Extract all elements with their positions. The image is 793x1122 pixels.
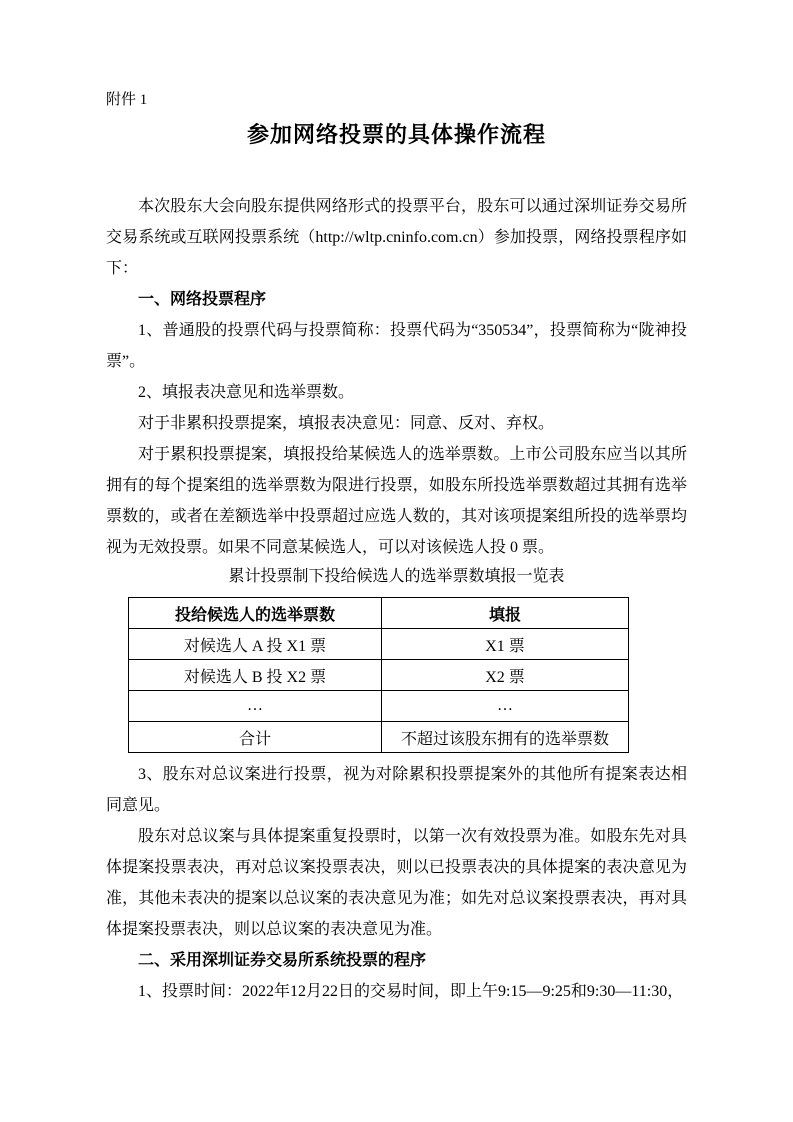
page-title: 参加网络投票的具体操作流程 bbox=[246, 122, 546, 147]
cumulative-vote-fill-table bbox=[128, 597, 629, 753]
table-row bbox=[129, 691, 629, 722]
table-header-fill: 填报 bbox=[382, 598, 629, 629]
section1-paragraph-1: 1、普通股的投票代码与投票简称：投票代码为“350534”，投票简称为“陇神投票”。 bbox=[106, 322, 687, 370]
table-cell: … bbox=[129, 691, 382, 722]
table-caption: 累计投票制下投给候选人的选举票数填报一览表 bbox=[228, 568, 565, 585]
attachment-label: 附件 1 bbox=[106, 92, 148, 108]
section1-heading: 一、网络投票程序 bbox=[138, 291, 267, 308]
table-cell: 不超过该股东拥有的选举票数 bbox=[382, 722, 629, 753]
section1-paragraph-2: 2、填报表决意见和选举票数。 bbox=[138, 384, 355, 401]
section2-heading: 二、采用深圳证券交易所系统投票的程序 bbox=[138, 952, 427, 969]
section1-paragraph-6: 股东对总议案与具体提案重复投票时，以第一次有效投票为准。如股东先对具体提案投票表决，再对总议案投票表决，则以已投票表决的具体提案的表决意见为准，其他未表决的提案以总议案的表决意见为准；如先对总议案投票表决，再对具体提案投票表决，则以总议案的表决意见为准。 bbox=[106, 828, 687, 938]
section1-paragraph-4: 对于累积投票提案，填报投给某候选人的选举票数。上市公司股东应当以其所拥有的每个提案组的选举票数为限进行投票，如股东所投选举票数超过其拥有选举票数的，或者在差额选举中投票超过应选人数的，其对该项提案组所投的选举票均视为无效投票。如果不同意某候选人，可以对该候选人投 0 票。 bbox=[106, 446, 687, 556]
table-header-votes: 投给候选人的选举票数 bbox=[129, 598, 382, 629]
table-cell: 对候选人 A 投 X1 票 bbox=[129, 629, 382, 660]
table-cell: X2 票 bbox=[382, 660, 629, 691]
table-row bbox=[129, 660, 629, 691]
table-cell: 合计 bbox=[129, 722, 382, 753]
section2-paragraph-1: 1、投票时间：2022年12月22日的交易时间，即上午9:15—9:25和9:30—11:30， bbox=[138, 983, 684, 1000]
intro-paragraph: 本次股东大会向股东提供网络形式的投票平台，股东可以通过深圳证券交易所交易系统或互联网投票系统（http://wltp.cninfo.com.cn）参加投票，网络投票程序如下： bbox=[106, 198, 687, 277]
table-row bbox=[129, 722, 629, 753]
section1-paragraph-3: 对于非累积投票提案，填报表决意见：同意、反对、弃权。 bbox=[138, 415, 555, 432]
table-header-row bbox=[129, 598, 629, 629]
section1-paragraph-5: 3、股东对总议案进行投票，视为对除累积投票提案外的其他所有提案表达相同意见。 bbox=[106, 766, 687, 814]
table-cell: … bbox=[382, 691, 629, 722]
table-row bbox=[129, 629, 629, 660]
table-cell: 对候选人 B 投 X2 票 bbox=[129, 660, 382, 691]
table-cell: X1 票 bbox=[382, 629, 629, 660]
